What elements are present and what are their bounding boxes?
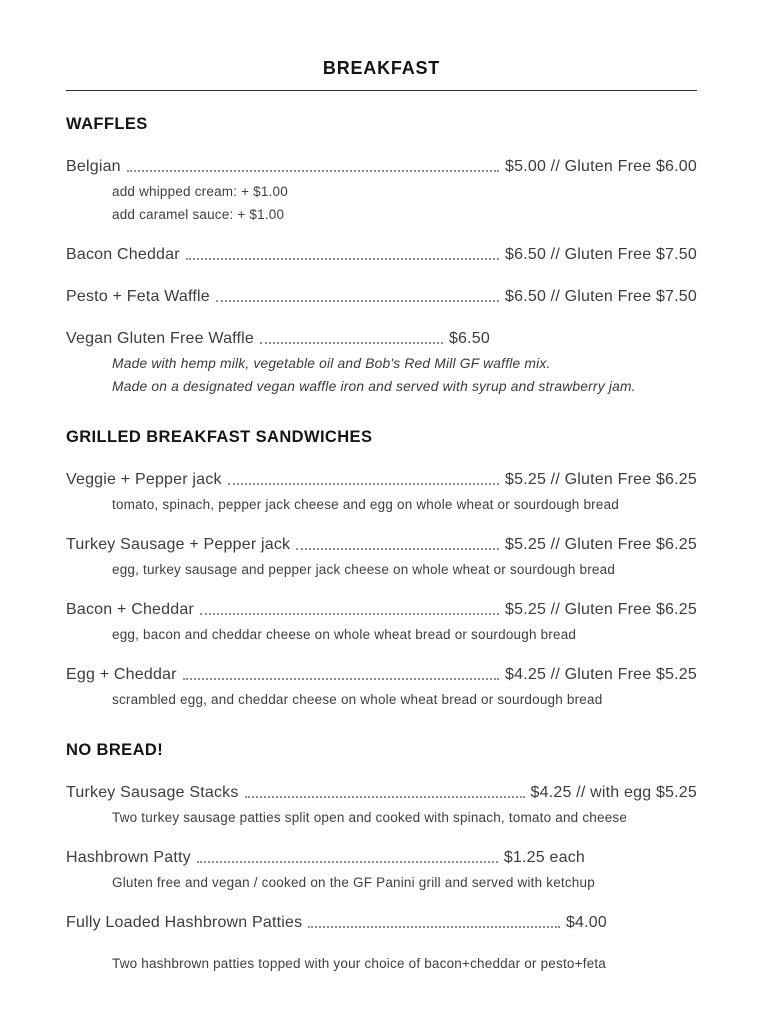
menu-item (66, 288, 697, 306)
item-price: $5.25 // Gluten Free $6.25 (505, 601, 697, 618)
item-price: $5.00 // Gluten Free $6.00 (505, 158, 697, 175)
item-description: Two hashbrown patties topped with your choice of bacon+cheddar or pesto+feta (112, 956, 607, 971)
dot-leader (296, 548, 499, 550)
menu-item (66, 330, 490, 348)
dot-leader (245, 796, 525, 798)
section-title-no-bread: NO BREAD! (66, 741, 164, 759)
menu-item (66, 246, 697, 264)
dot-leader (308, 926, 560, 928)
menu-item (66, 471, 697, 489)
page-title: BREAKFAST (322, 58, 441, 78)
item-price: $6.50 // Gluten Free $7.50 (505, 288, 697, 305)
item-name: Bacon Cheddar (66, 246, 180, 263)
item-name: Egg + Cheddar (66, 666, 177, 683)
item-description: Gluten free and vegan / cooked on the GF Panini grill and served with ketchup (112, 875, 595, 890)
dot-leader (228, 483, 499, 485)
menu-item (66, 849, 585, 867)
item-note-italic: Made with hemp milk, vegetable oil and Bob's Red Mill GF waffle mix. (112, 356, 551, 371)
dot-leader (216, 300, 499, 302)
section-title-waffles: WAFFLES (66, 115, 148, 133)
item-note: add whipped cream: + $1.00 (112, 184, 288, 199)
item-price: $6.50 // Gluten Free $7.50 (505, 246, 697, 263)
item-description: tomato, spinach, pepper jack cheese and egg on whole wheat or sourdough bread (112, 497, 619, 512)
item-name: Vegan Gluten Free Waffle (66, 330, 255, 347)
dot-leader (197, 861, 498, 863)
title-divider (66, 90, 697, 91)
menu-item (66, 914, 607, 932)
item-name: Belgian (66, 158, 121, 175)
item-name: Turkey Sausage + Pepper jack (66, 536, 291, 553)
menu-item (66, 158, 697, 176)
dot-leader (183, 678, 499, 680)
section-title-sandwiches: GRILLED BREAKFAST SANDWICHES (66, 428, 373, 446)
dot-leader (186, 258, 499, 260)
menu-item (66, 666, 697, 684)
item-name: Veggie + Pepper jack (66, 471, 222, 488)
item-description: egg, bacon and cheddar cheese on whole wheat bread or sourdough bread (112, 627, 577, 642)
item-price: $4.25 // Gluten Free $5.25 (505, 666, 697, 683)
item-name: Fully Loaded Hashbrown Patties (66, 914, 303, 931)
item-price: $6.50 (448, 330, 490, 347)
menu-item (66, 601, 697, 619)
item-description: Two turkey sausage patties split open and cooked with spinach, tomato and cheese (112, 810, 628, 825)
menu-item (66, 784, 697, 802)
item-note-italic: Made on a designated vegan waffle iron and served with syrup and strawberry jam. (112, 379, 636, 394)
item-name: Pesto + Feta Waffle (66, 288, 210, 305)
dot-leader (127, 170, 499, 172)
item-price: $1.25 each (503, 849, 585, 866)
item-price: $4.00 (565, 914, 607, 931)
item-description: scrambled egg, and cheddar cheese on whole wheat bread or sourdough bread (112, 692, 603, 707)
dot-leader (260, 342, 443, 344)
item-price: $5.25 // Gluten Free $6.25 (505, 471, 697, 488)
menu-item (66, 536, 697, 554)
item-description: egg, turkey sausage and pepper jack cheese on whole wheat or sourdough bread (112, 562, 616, 577)
item-price: $4.25 // with egg $5.25 (530, 784, 697, 801)
item-name: Turkey Sausage Stacks (66, 784, 239, 801)
dot-leader (200, 613, 499, 615)
item-name: Bacon + Cheddar (66, 601, 194, 618)
item-name: Hashbrown Patty (66, 849, 191, 866)
item-note: add caramel sauce: + $1.00 (112, 207, 285, 222)
item-price: $5.25 // Gluten Free $6.25 (505, 536, 697, 553)
